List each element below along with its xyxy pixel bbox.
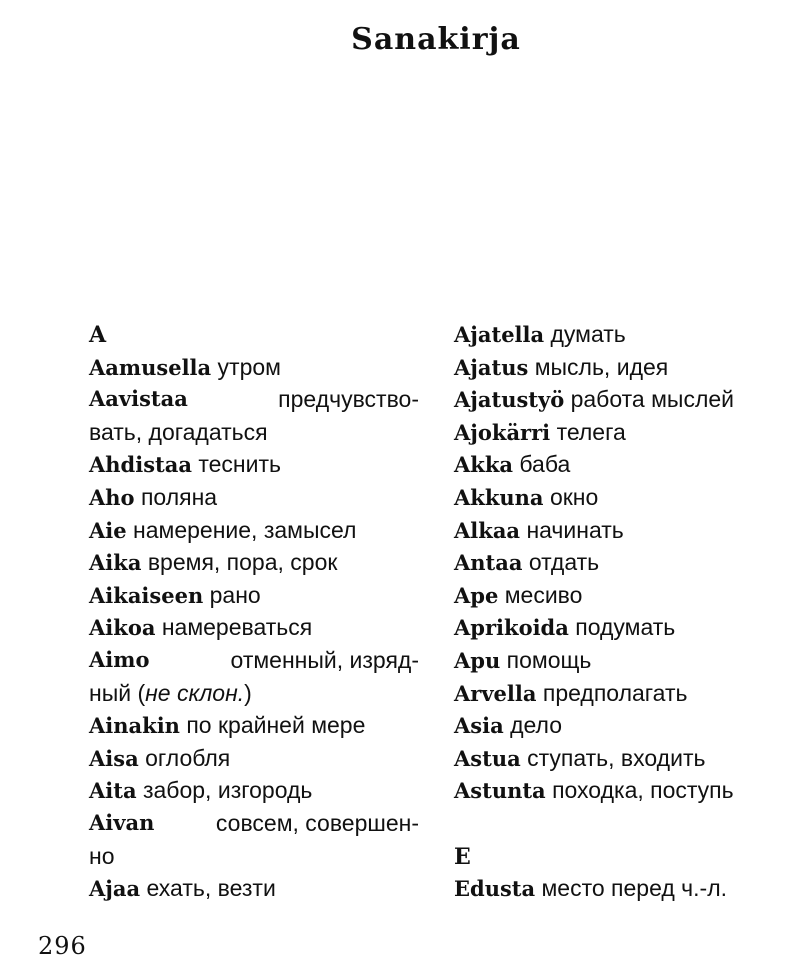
headword: Asia <box>454 713 504 739</box>
dictionary-entry <box>89 351 419 384</box>
dictionary-entry <box>89 709 419 742</box>
dictionary-entry <box>89 383 419 416</box>
dictionary-entry <box>89 872 419 905</box>
dictionary-entry <box>454 677 794 710</box>
definition: походка, поступь <box>552 777 734 804</box>
definition: предчувство- <box>278 386 419 413</box>
definition: работа мыслей <box>570 386 734 413</box>
left-column <box>89 318 419 905</box>
page-title: Sanakirja <box>351 22 521 57</box>
dictionary-entry <box>89 644 419 677</box>
dictionary-entry <box>454 318 794 351</box>
dictionary-entry <box>454 872 794 905</box>
dictionary-entry <box>89 514 419 547</box>
headword: Aimo <box>89 646 150 672</box>
definition: думать <box>550 321 626 347</box>
headword: Aie <box>89 517 127 543</box>
headword: Ajatus <box>454 354 529 380</box>
dictionary-entry <box>89 742 419 775</box>
definition: место перед ч.-л. <box>541 875 728 902</box>
dictionary-entry <box>454 416 794 449</box>
headword: Ape <box>454 582 499 608</box>
letter-heading-a: A <box>89 322 107 348</box>
headword: Akkuna <box>454 484 544 510</box>
dictionary-entry <box>89 807 419 840</box>
definition: утром <box>217 353 281 380</box>
headword: Akka <box>454 452 514 478</box>
definition-continuation: вать, догадаться <box>89 418 268 445</box>
definition: поляна <box>140 483 218 510</box>
headword: Aikoa <box>89 615 156 641</box>
dictionary-entry <box>89 481 419 514</box>
dictionary-entry <box>454 351 794 384</box>
headword: Aisa <box>89 745 139 771</box>
definition: забор, изгородь <box>142 777 313 804</box>
dictionary-entry <box>454 514 794 547</box>
definition: мысль, идея <box>534 353 669 380</box>
headword: Aikaiseen <box>89 582 204 608</box>
definition: подумать <box>575 614 676 641</box>
definition: ступать, входить <box>527 744 706 771</box>
definition: окно <box>549 483 599 510</box>
definition: начинать <box>526 516 624 543</box>
definition: намерение, замысел <box>133 516 357 543</box>
definition-continuation: но <box>89 842 115 869</box>
headword: Aivan <box>89 809 155 835</box>
dictionary-entry <box>89 448 419 481</box>
dictionary-entry <box>454 481 794 514</box>
dictionary-entry <box>89 579 419 612</box>
headword: Aamusella <box>89 354 212 380</box>
dictionary-entry <box>454 546 794 579</box>
definition: дело <box>510 712 563 739</box>
grammar-note: не склон. <box>145 679 245 706</box>
definition: совсем, совершен- <box>215 809 419 836</box>
definition: оглобля <box>145 744 231 771</box>
headword: Ajatella <box>454 322 545 347</box>
dictionary-entry <box>454 644 794 677</box>
dictionary-entry <box>454 579 794 612</box>
headword: Aita <box>89 778 137 804</box>
headword: Alkaa <box>454 517 521 543</box>
headword: Antaa <box>454 550 523 576</box>
headword: Aika <box>89 550 142 576</box>
definition-continuation: ный (не склон.) <box>89 679 252 706</box>
headword: Aavistaa <box>89 386 188 412</box>
definition: ехать, везти <box>146 875 276 902</box>
dictionary-entry <box>89 774 419 807</box>
headword: Ajokärri <box>454 419 551 445</box>
dictionary-entry <box>89 546 419 579</box>
right-column <box>454 318 794 905</box>
headword: Edusta <box>454 876 536 902</box>
headword: Astunta <box>454 778 546 804</box>
headword: Aho <box>89 484 135 510</box>
dictionary-entry <box>454 611 794 644</box>
definition: помощь <box>506 646 592 673</box>
definition: телега <box>556 418 626 445</box>
definition: отменный, изряд- <box>230 646 419 673</box>
definition: теснить <box>198 451 281 478</box>
headword: Aprikoida <box>454 615 569 641</box>
dictionary-entry <box>454 742 794 775</box>
definition: по крайней мере <box>186 712 366 739</box>
definition: месиво <box>504 581 583 608</box>
headword: Ajatustyö <box>454 387 565 413</box>
headword: Apu <box>454 647 501 673</box>
definition: намереваться <box>161 614 313 641</box>
letter-heading-e: E <box>454 843 471 870</box>
page-number: 296 <box>38 932 87 960</box>
dictionary-entry <box>454 709 794 742</box>
headword: Astua <box>454 745 521 771</box>
dictionary-entry <box>454 383 794 416</box>
headword: Ainakin <box>89 713 180 739</box>
dictionary-entry <box>454 448 794 481</box>
definition: рано <box>209 581 261 608</box>
dictionary-entry <box>454 774 794 807</box>
headword: Ajaa <box>89 876 141 902</box>
headword: Arvella <box>454 680 537 706</box>
definition: время, пора, срок <box>147 549 338 576</box>
definition: баба <box>519 451 571 478</box>
definition: отдать <box>528 549 600 576</box>
dictionary-entry <box>89 611 419 644</box>
headword: Ahdistaa <box>89 452 192 478</box>
definition: предполагать <box>542 679 688 706</box>
